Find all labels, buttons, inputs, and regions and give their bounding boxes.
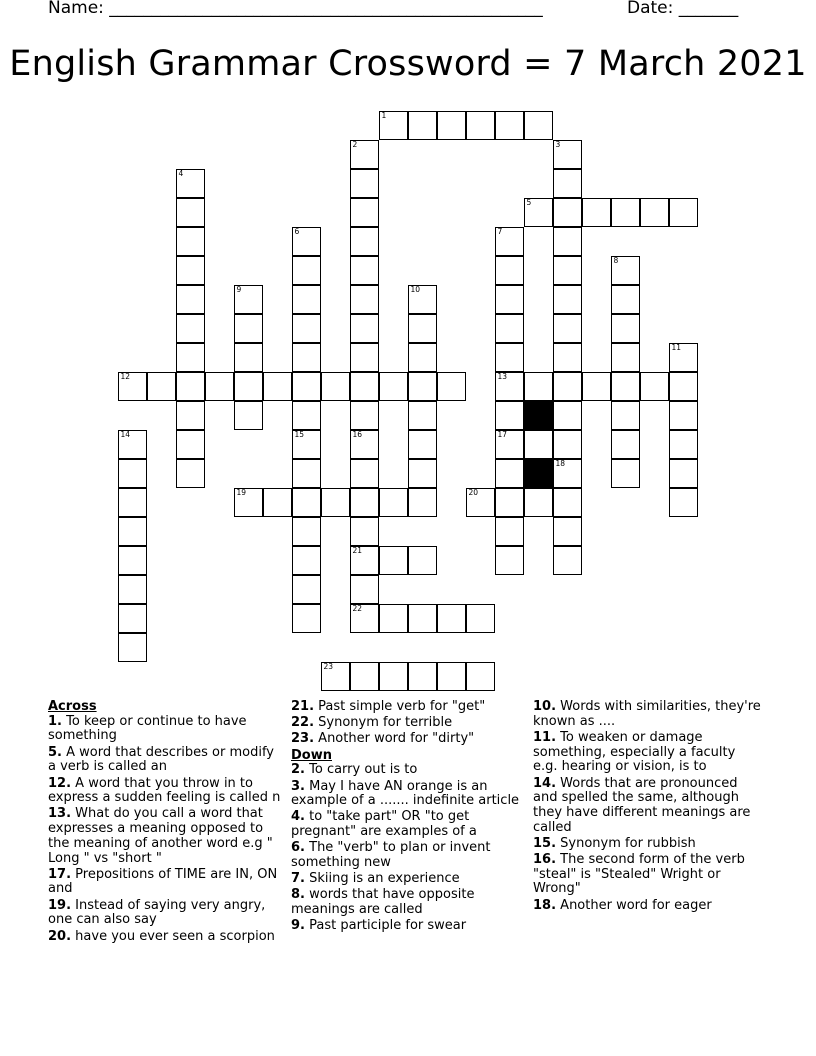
grid-cell[interactable] bbox=[408, 546, 437, 575]
grid-cell[interactable] bbox=[350, 372, 379, 401]
grid-cell[interactable] bbox=[350, 169, 379, 198]
clue-down-7: 7. Skiing is an experience bbox=[291, 871, 460, 887]
grid-cell[interactable] bbox=[582, 198, 611, 227]
clue-across-20: 20. have you ever seen a scorpion bbox=[48, 928, 275, 944]
grid-cell[interactable] bbox=[350, 401, 379, 430]
cell-number: 18 bbox=[555, 458, 566, 468]
grid-cell[interactable] bbox=[437, 604, 466, 633]
grid-cell[interactable] bbox=[176, 459, 205, 488]
grid-cell[interactable] bbox=[292, 488, 321, 517]
grid-cell[interactable] bbox=[118, 517, 147, 546]
grid-cell[interactable] bbox=[669, 430, 698, 459]
grid-cell[interactable] bbox=[524, 372, 553, 401]
grid-cell[interactable] bbox=[118, 604, 147, 633]
grid-cell[interactable] bbox=[234, 372, 263, 401]
cell-number: 23 bbox=[323, 661, 334, 671]
grid-cell[interactable] bbox=[379, 546, 408, 575]
grid-cell[interactable] bbox=[553, 459, 582, 488]
across-heading: Across bbox=[48, 699, 97, 714]
clue-down-9: 9. Past participle for swear bbox=[291, 918, 467, 934]
grid-cell[interactable] bbox=[553, 488, 582, 517]
black-cell bbox=[524, 459, 553, 488]
grid-cell[interactable] bbox=[350, 488, 379, 517]
grid-cell[interactable] bbox=[292, 575, 321, 604]
grid-cell[interactable] bbox=[553, 140, 582, 169]
grid-cell[interactable] bbox=[495, 343, 524, 372]
grid-cell[interactable] bbox=[669, 372, 698, 401]
grid-cell[interactable] bbox=[379, 372, 408, 401]
clue-down-8: 8. words that have opposite meanings are called bbox=[291, 887, 475, 918]
grid-cell[interactable] bbox=[408, 662, 437, 691]
grid-cell[interactable] bbox=[553, 227, 582, 256]
grid-cell[interactable] bbox=[524, 111, 553, 140]
grid-cell[interactable] bbox=[379, 111, 408, 140]
clue-down-11: 11. To weaken or damage something, especially a faculty e.g. hearing or vision, is to bbox=[533, 729, 736, 775]
grid-cell[interactable] bbox=[379, 604, 408, 633]
grid-cell[interactable] bbox=[408, 430, 437, 459]
grid-cell[interactable] bbox=[495, 517, 524, 546]
black-cell bbox=[524, 401, 553, 430]
grid-cell[interactable] bbox=[176, 343, 205, 372]
grid-cell[interactable] bbox=[611, 198, 640, 227]
grid-cell[interactable] bbox=[553, 285, 582, 314]
grid-cell[interactable] bbox=[379, 488, 408, 517]
grid-cell[interactable] bbox=[263, 372, 292, 401]
cell-number: 11 bbox=[671, 342, 682, 352]
grid-cell[interactable] bbox=[466, 488, 495, 517]
clue-across-12: 12. A word that you throw in to express a sudden feeling is called n bbox=[48, 775, 281, 806]
cell-number: 5 bbox=[526, 197, 532, 207]
grid-cell[interactable] bbox=[350, 227, 379, 256]
grid-cell[interactable] bbox=[408, 111, 437, 140]
grid-cell[interactable] bbox=[350, 256, 379, 285]
grid-cell[interactable] bbox=[292, 227, 321, 256]
grid-cell[interactable] bbox=[495, 111, 524, 140]
grid-cell[interactable] bbox=[669, 459, 698, 488]
grid-cell[interactable] bbox=[321, 488, 350, 517]
clue-across-1: 1. To keep or continue to have something bbox=[48, 713, 247, 744]
grid-cell[interactable] bbox=[176, 198, 205, 227]
grid-cell[interactable] bbox=[495, 401, 524, 430]
grid-cell[interactable] bbox=[350, 343, 379, 372]
cell-number: 8 bbox=[613, 255, 619, 265]
grid-cell[interactable] bbox=[321, 372, 350, 401]
grid-cell[interactable] bbox=[292, 459, 321, 488]
grid-cell[interactable] bbox=[234, 401, 263, 430]
grid-cell[interactable] bbox=[350, 517, 379, 546]
clues-column-1 bbox=[48, 700, 284, 946]
grid-cell[interactable] bbox=[350, 575, 379, 604]
grid-cell[interactable] bbox=[495, 546, 524, 575]
grid-cell[interactable] bbox=[408, 343, 437, 372]
date-field-label: Date: _______ bbox=[627, 0, 739, 18]
cell-number: 7 bbox=[497, 226, 503, 236]
grid-cell[interactable] bbox=[118, 372, 147, 401]
grid-cell[interactable] bbox=[611, 459, 640, 488]
grid-cell[interactable] bbox=[611, 372, 640, 401]
grid-cell[interactable] bbox=[408, 604, 437, 633]
grid-cell[interactable] bbox=[118, 488, 147, 517]
grid-cell[interactable] bbox=[234, 285, 263, 314]
grid-cell[interactable] bbox=[669, 401, 698, 430]
grid-cell[interactable] bbox=[292, 401, 321, 430]
grid-cell[interactable] bbox=[118, 633, 147, 662]
grid-cell[interactable] bbox=[553, 169, 582, 198]
clue-down-4: 4. to "take part" OR "to get pregnant" are examples of a bbox=[291, 809, 477, 840]
clue-down-10: 10. Words with similarities, they're known as .... bbox=[533, 699, 761, 729]
grid-cell[interactable] bbox=[292, 604, 321, 633]
grid-cell[interactable] bbox=[611, 285, 640, 314]
grid-cell[interactable] bbox=[408, 488, 437, 517]
grid-cell[interactable] bbox=[350, 314, 379, 343]
grid-cell[interactable] bbox=[495, 459, 524, 488]
grid-cell[interactable] bbox=[553, 430, 582, 459]
grid-cell[interactable] bbox=[118, 459, 147, 488]
clue-down-6: 6. The "verb" to plan or invent something new bbox=[291, 840, 491, 871]
grid-cell[interactable] bbox=[553, 517, 582, 546]
grid-cell[interactable] bbox=[176, 169, 205, 198]
cell-number: 15 bbox=[294, 429, 305, 439]
grid-cell[interactable] bbox=[466, 604, 495, 633]
grid-cell[interactable] bbox=[611, 256, 640, 285]
clue-down-14: 14. Words that are pronounced and spelled the same, although they have different meanings are called bbox=[533, 775, 751, 835]
grid-cell[interactable] bbox=[379, 662, 408, 691]
grid-cell[interactable] bbox=[118, 575, 147, 604]
grid-cell[interactable] bbox=[437, 662, 466, 691]
grid-cell[interactable] bbox=[669, 343, 698, 372]
cell-number: 19 bbox=[236, 487, 247, 497]
cell-number: 17 bbox=[497, 429, 508, 439]
grid-cell[interactable] bbox=[640, 372, 669, 401]
grid-cell[interactable] bbox=[553, 401, 582, 430]
grid-cell[interactable] bbox=[553, 546, 582, 575]
cell-number: 10 bbox=[410, 284, 421, 294]
clue-down-2: 2. To carry out is to bbox=[291, 762, 418, 778]
grid-cell[interactable] bbox=[292, 430, 321, 459]
grid-cell[interactable] bbox=[495, 372, 524, 401]
down-heading: Down bbox=[291, 747, 332, 763]
grid-cell[interactable] bbox=[234, 488, 263, 517]
cell-number: 16 bbox=[352, 429, 363, 439]
clue-down-16: 16. The second form of the verb "steal" is "Stealed" Wright or Wrong" bbox=[533, 852, 745, 897]
grid-cell[interactable] bbox=[669, 488, 698, 517]
grid-cell[interactable] bbox=[118, 546, 147, 575]
grid-cell[interactable] bbox=[669, 198, 698, 227]
grid-cell[interactable] bbox=[553, 256, 582, 285]
grid-cell[interactable] bbox=[611, 314, 640, 343]
grid-cell[interactable] bbox=[350, 430, 379, 459]
grid-cell[interactable] bbox=[176, 256, 205, 285]
grid-cell[interactable] bbox=[437, 372, 466, 401]
cell-number: 14 bbox=[120, 429, 131, 439]
clue-down-3: 3. May I have AN orange is an example of a ....... indefinite article bbox=[291, 778, 520, 809]
clue-across-17: 17. Prepositions of TIME are IN, ON and bbox=[48, 866, 278, 897]
grid-cell[interactable] bbox=[292, 343, 321, 372]
grid-cell[interactable] bbox=[495, 227, 524, 256]
clue-across-5: 5. A word that describes or modify a verb is called an bbox=[48, 744, 275, 775]
grid-cell[interactable] bbox=[495, 256, 524, 285]
grid-cell[interactable] bbox=[292, 546, 321, 575]
grid-cell[interactable] bbox=[176, 285, 205, 314]
clue-across-19: 19. Instead of saying very angry, one can also say bbox=[48, 897, 266, 928]
clue-across-22: 22. Synonym for terrible bbox=[291, 715, 453, 731]
page-title: English Grammar Crossword = 7 March 2021 bbox=[9, 44, 807, 84]
grid-cell[interactable] bbox=[292, 285, 321, 314]
grid-cell[interactable] bbox=[466, 662, 495, 691]
cell-number: 22 bbox=[352, 603, 363, 613]
grid-cell[interactable] bbox=[495, 314, 524, 343]
grid-cell[interactable] bbox=[263, 488, 292, 517]
grid-cell[interactable] bbox=[292, 517, 321, 546]
grid-cell[interactable] bbox=[553, 343, 582, 372]
clue-across-21: 21. Past simple verb for "get" bbox=[291, 699, 486, 714]
grid-cell[interactable] bbox=[640, 198, 669, 227]
grid-cell[interactable] bbox=[292, 256, 321, 285]
grid-cell[interactable] bbox=[350, 285, 379, 314]
grid-cell[interactable] bbox=[495, 430, 524, 459]
grid-cell[interactable] bbox=[350, 459, 379, 488]
grid-cell[interactable] bbox=[176, 430, 205, 459]
grid-cell[interactable] bbox=[466, 111, 495, 140]
grid-cell[interactable] bbox=[408, 285, 437, 314]
grid-cell[interactable] bbox=[553, 372, 582, 401]
cell-number: 3 bbox=[555, 139, 561, 149]
grid-cell[interactable] bbox=[408, 401, 437, 430]
clues-column-2 bbox=[291, 700, 527, 936]
grid-cell[interactable] bbox=[524, 198, 553, 227]
grid-cell[interactable] bbox=[611, 401, 640, 430]
grid-cell[interactable] bbox=[176, 227, 205, 256]
clue-across-13: 13. What do you call a word that expresses a meaning opposed to the meaning of another word e.g " Long " vs "short " bbox=[48, 806, 273, 866]
cell-number: 1 bbox=[381, 110, 387, 120]
cell-number: 12 bbox=[120, 371, 131, 381]
grid-cell[interactable] bbox=[176, 372, 205, 401]
grid-cell[interactable] bbox=[437, 111, 466, 140]
grid-cell[interactable] bbox=[350, 198, 379, 227]
grid-cell[interactable] bbox=[495, 488, 524, 517]
grid-cell[interactable] bbox=[553, 198, 582, 227]
grid-cell[interactable] bbox=[234, 343, 263, 372]
grid-cell[interactable] bbox=[292, 314, 321, 343]
cell-number: 20 bbox=[468, 487, 479, 497]
cell-number: 9 bbox=[236, 284, 242, 294]
cell-number: 13 bbox=[497, 371, 508, 381]
clue-down-18: 18. Another word for eager bbox=[533, 897, 712, 913]
grid-cell[interactable] bbox=[350, 140, 379, 169]
cell-number: 2 bbox=[352, 139, 358, 149]
grid-cell[interactable] bbox=[524, 430, 553, 459]
grid-cell[interactable] bbox=[350, 604, 379, 633]
grid-cell[interactable] bbox=[234, 314, 263, 343]
cell-number: 4 bbox=[178, 168, 184, 178]
grid-cell[interactable] bbox=[350, 662, 379, 691]
clue-down-15: 15. Synonym for rubbish bbox=[533, 835, 696, 851]
grid-cell[interactable] bbox=[582, 372, 611, 401]
grid-cell[interactable] bbox=[495, 285, 524, 314]
grid-cell[interactable] bbox=[408, 372, 437, 401]
grid-cell[interactable] bbox=[611, 343, 640, 372]
cell-number: 21 bbox=[352, 545, 363, 555]
grid-cell[interactable] bbox=[205, 372, 234, 401]
name-field-label: Name: ___________________________________________________ bbox=[48, 0, 543, 18]
grid-cell[interactable] bbox=[408, 314, 437, 343]
grid-cell[interactable] bbox=[176, 401, 205, 430]
cell-number: 6 bbox=[294, 226, 300, 236]
grid-cell[interactable] bbox=[350, 546, 379, 575]
grid-cell[interactable] bbox=[553, 314, 582, 343]
clue-across-23: 23. Another word for "dirty" bbox=[291, 731, 475, 747]
grid-cell[interactable] bbox=[176, 314, 205, 343]
grid-cell[interactable] bbox=[118, 430, 147, 459]
grid-cell[interactable] bbox=[408, 459, 437, 488]
clues-column-3 bbox=[533, 700, 763, 915]
grid-cell[interactable] bbox=[292, 372, 321, 401]
grid-cell[interactable] bbox=[321, 662, 350, 691]
grid-cell[interactable] bbox=[611, 430, 640, 459]
grid-cell[interactable] bbox=[524, 488, 553, 517]
grid-cell[interactable] bbox=[147, 372, 176, 401]
